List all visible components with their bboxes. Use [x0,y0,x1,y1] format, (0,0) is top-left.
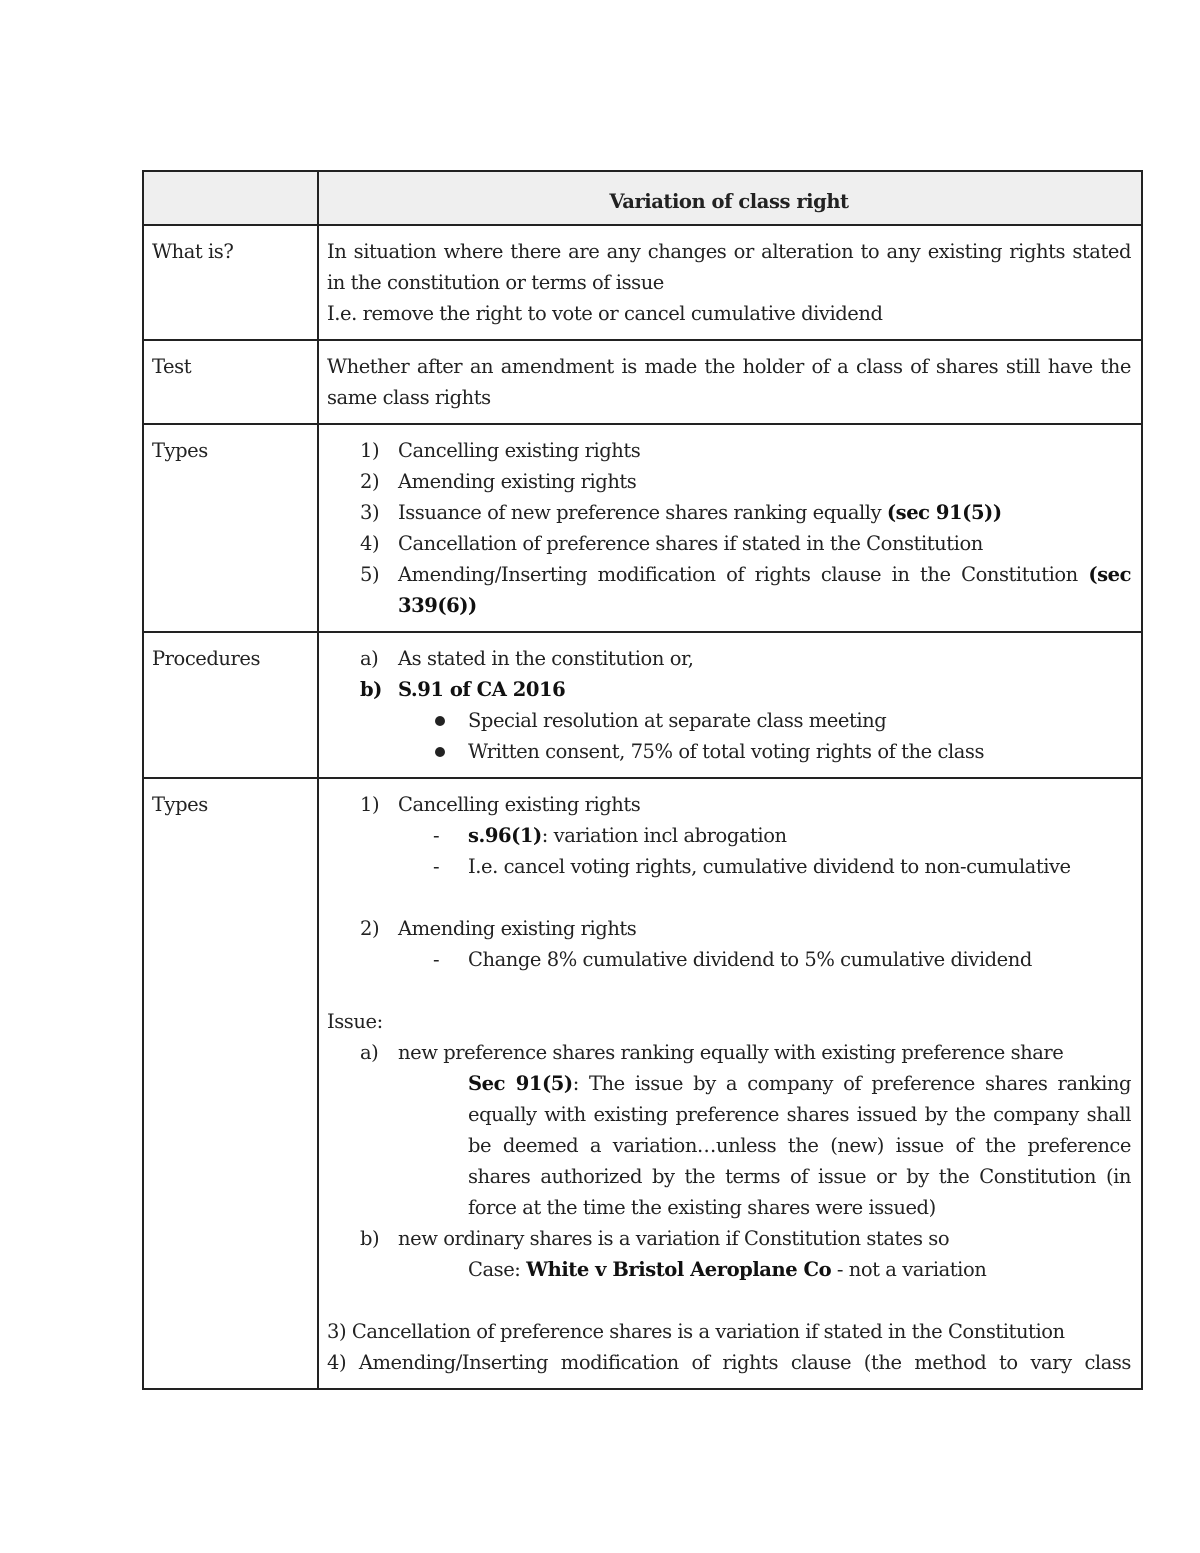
list-item: 3) Issuance of new preference shares ranking equally (sec 91(5)) [360,501,1002,524]
table-row-what-is [143,225,1142,340]
sec-91-5-quote: Sec 91(5): The issue by a company of preference shares ranking equally with existing preference shares issued by the company shall be deemed a variation…unless the (new) issue of the preference shares authorized by the terms of issue or by the Constitution (in force at the time the existing shares were issued) [468,1072,1131,1219]
table-row-types [143,424,1142,632]
case-reference: Case: White v Bristol Aeroplane Co - not a variation [468,1258,987,1281]
row-label-test: Test [143,340,318,424]
table-row-types-detail [143,778,1142,1389]
what-is-definition: In situation where there are any changes or alteration to any existing rights stated in the constitution or terms of issue [327,240,1131,294]
list-item: Written consent, 75% of total voting rights of the class [327,736,1131,767]
row-content-procedures [318,632,1142,778]
table-header-row [143,171,1142,225]
procedures-list [327,643,1131,705]
list-item: - I.e. cancel voting rights, cumulative dividend to non-cumulative [433,855,1071,878]
table-title: Variation of class right [318,171,1142,225]
row-label-types: Types [143,424,318,632]
what-is-example: I.e. remove the right to vote or cancel cumulative dividend [327,302,883,325]
notes-table [142,170,1143,1390]
row-content-test: Whether after an amendment is made the holder of a class of shares still have the same class rights [318,340,1142,424]
list-item: 2) Amending existing rights [360,470,637,493]
types-list [327,435,1131,621]
procedures-bullets [327,705,1131,767]
table-row-procedures [143,632,1142,778]
list-item: 1) Cancelling existing rights [360,793,641,816]
list-item: - Change 8% cumulative dividend to 5% cumulative dividend [433,948,1032,971]
list-item: Special resolution at separate class meeting [327,705,1131,736]
row-label-what-is: What is? [143,225,318,340]
list-item: 4) Cancellation of preference shares if stated in the Constitution [360,532,983,555]
row-content-types-detail [318,778,1142,1389]
types-item-3: 3) Cancellation of preference shares is a variation if stated in the Constitution [327,1320,1065,1343]
header-cell-empty [143,171,318,225]
bullet-icon [435,747,445,757]
bullet-icon [435,716,445,726]
row-content-what-is [318,225,1142,340]
list-item: b) S.91 of CA 2016 [360,678,566,701]
issue-heading: Issue: [327,1010,383,1033]
list-item: - s.96(1): variation incl abrogation [433,824,787,847]
list-item: a) As stated in the constitution or, [360,647,694,670]
list-item: 2) Amending existing rights [360,917,637,940]
row-content-types [318,424,1142,632]
row-label-types-detail: Types [143,778,318,1389]
row-label-procedures: Procedures [143,632,318,778]
list-item: a) new preference shares ranking equally with existing preference share [360,1041,1064,1064]
list-item: 5) Amending/Inserting modification of rights clause in the Constitution (sec 339(6)) [360,563,1131,617]
table-row-test [143,340,1142,424]
list-item: 1) Cancelling existing rights [360,439,641,462]
types-item-4: 4) Amending/Inserting modification of rights clause (the method to vary class [327,1351,1131,1374]
list-item: b) new ordinary shares is a variation if Constitution states so [360,1227,950,1250]
